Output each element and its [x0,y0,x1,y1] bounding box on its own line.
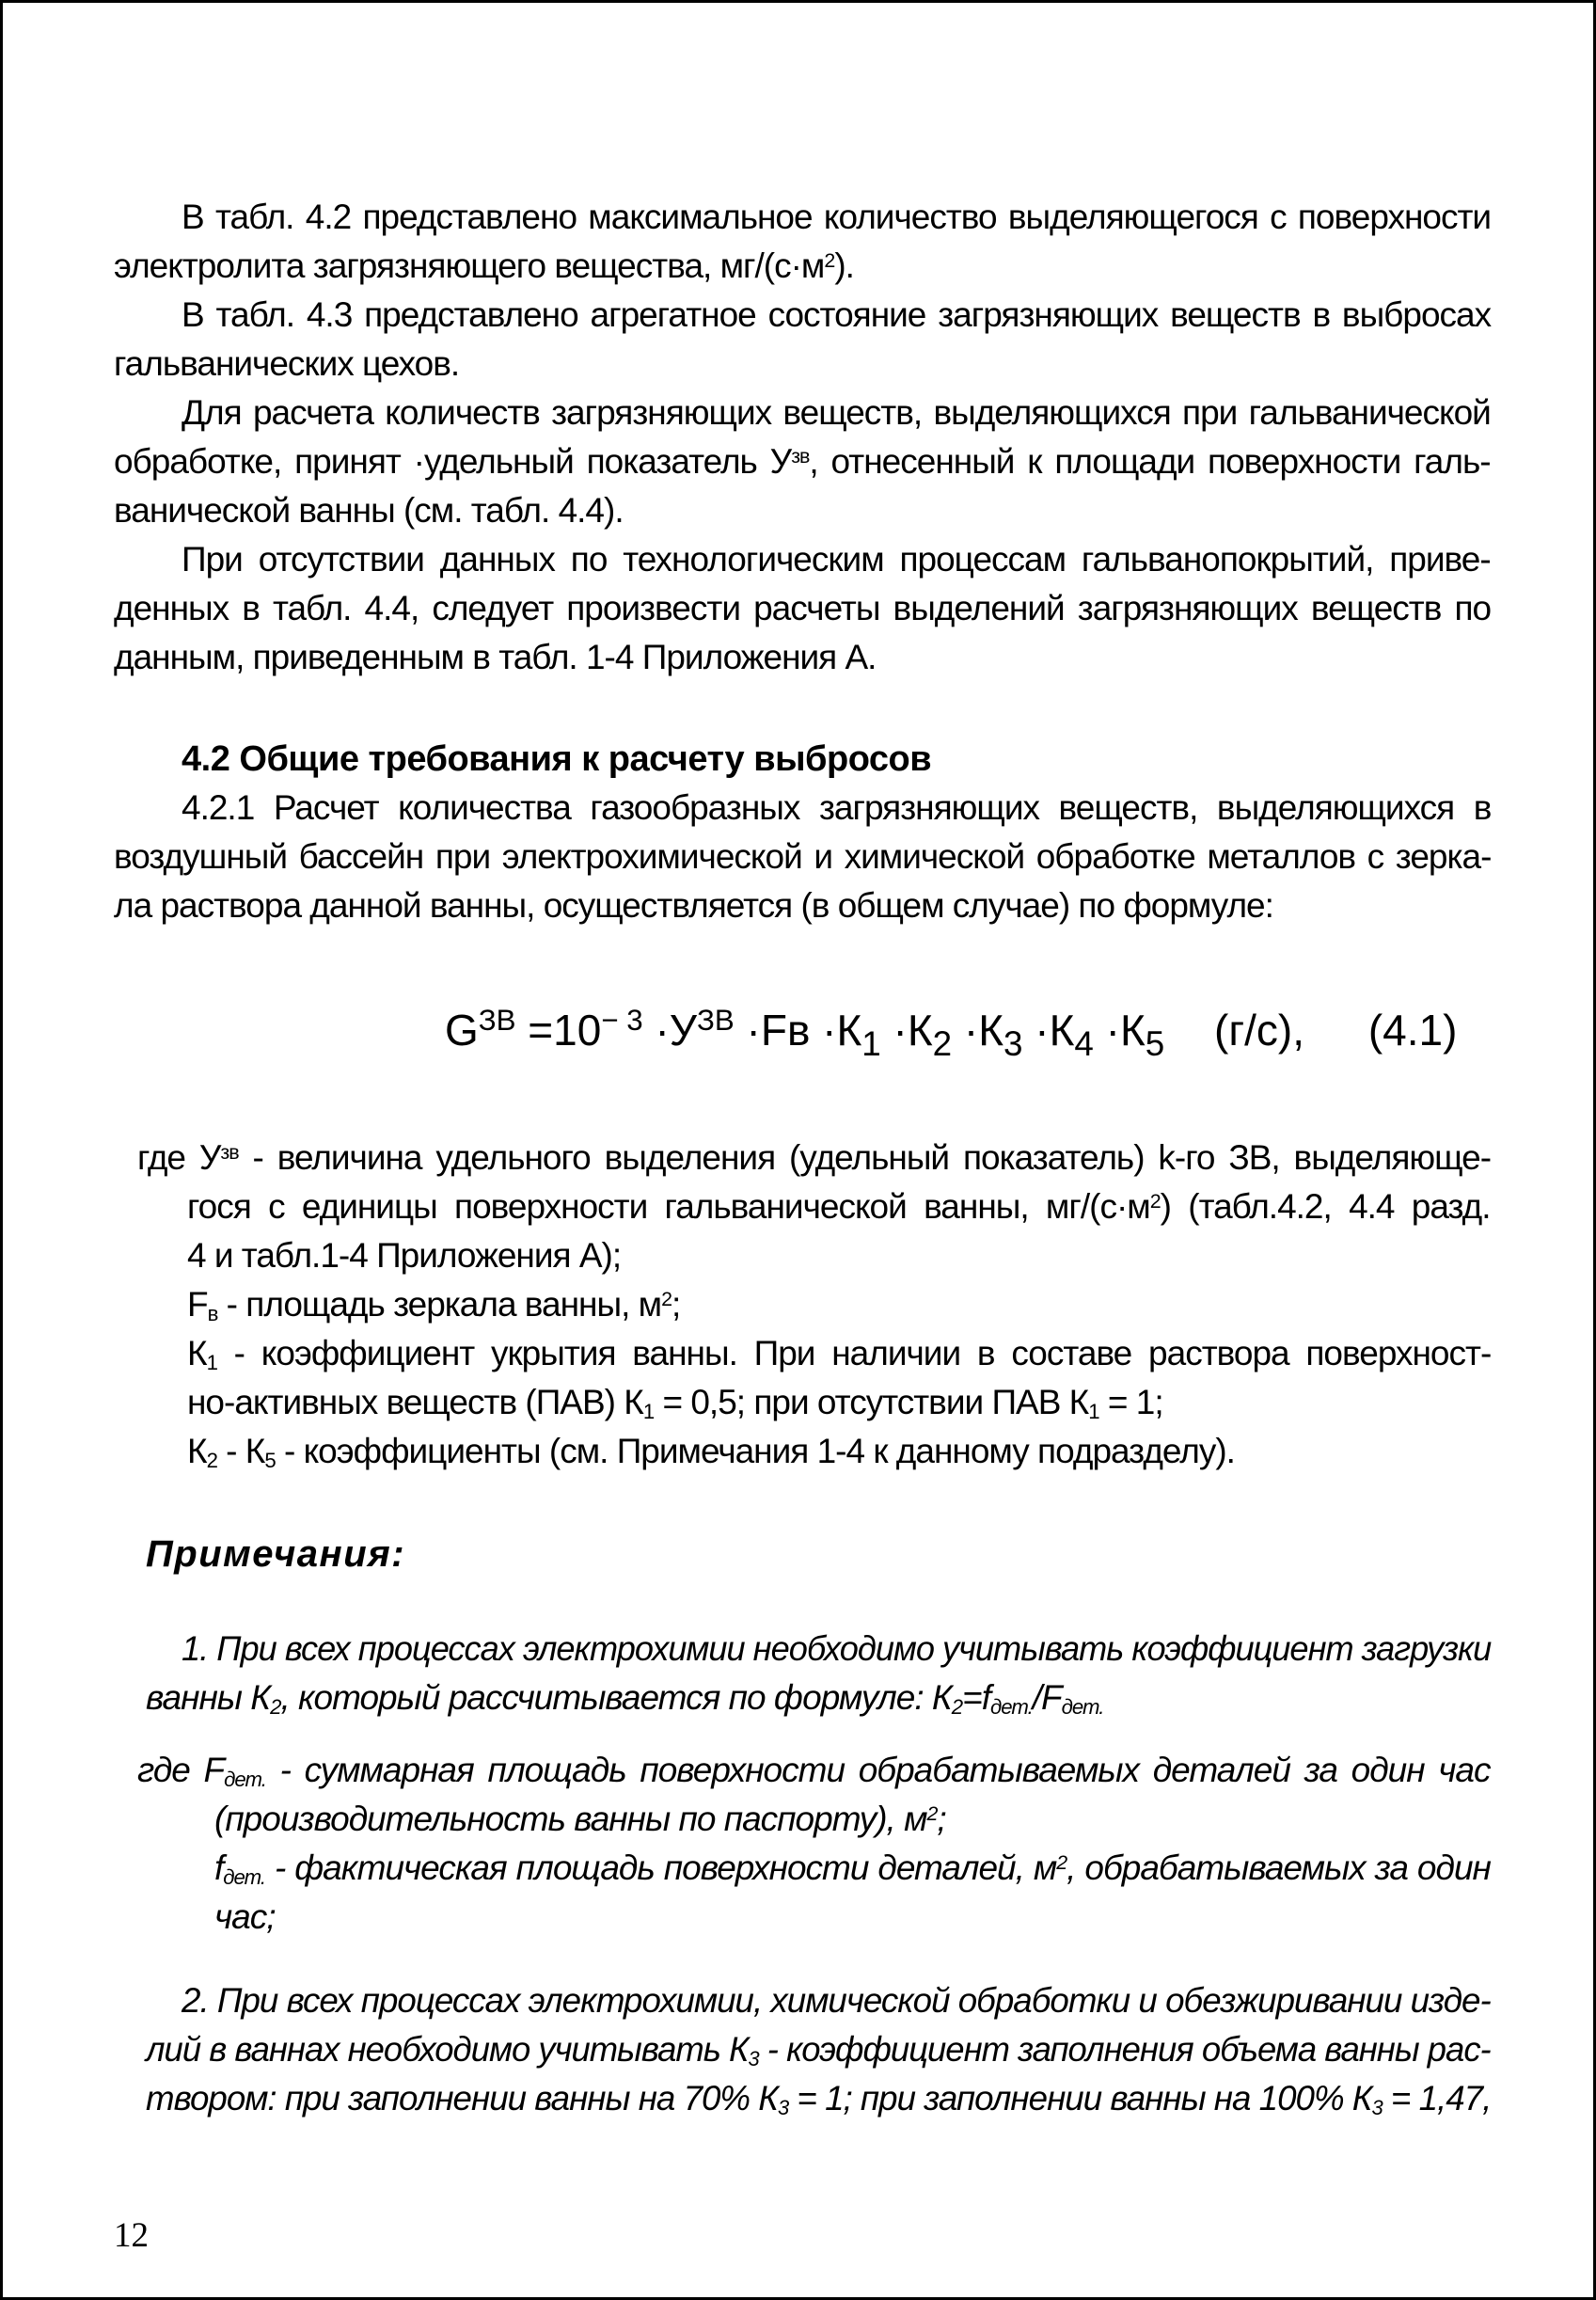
text-line: 4.2.1 Расчет количества газообразных загрязняющих веществ, выделяющихся в [182,788,1492,827]
note-2 [146,1976,1491,2123]
section-heading-4-2: 4.2 Общие требования к расчету выбросов [182,739,932,779]
paragraph-table-4-2 [114,193,1491,291]
text-line: лий в ваннах необходимо учитывать $К_3$ - коэффициент заполнения объема ванны рас- [146,2030,1491,2070]
text-line: ла раствора данной ванны, осуществляется (в общем случае) по формуле: [114,886,1273,925]
text-line: час; [214,1897,276,1936]
formula-number: (4.1) [1367,1006,1458,1055]
paragraph-galvanic-indicator [114,389,1491,535]
text-line: В табл. 4.2 представлено максимальное количество выделяющегося с поверхности [182,198,1492,236]
symbol-definitions-block [114,1134,1491,1476]
text-line: 4 и табл.1-4 Приложения А); [187,1236,622,1275]
text-line: $F_в$ - площадь зеркала ванны, $м^2$; [187,1285,681,1325]
text-line: где $F_{дет.}$ - суммарная площадь поверхности обрабатываемых деталей за один час [137,1751,1491,1791]
page-content [114,3,1491,2123]
text-line: $К_2 - К_5$ - коэффициенты (см. Примечания 1-4 к данному подразделу). [187,1432,1235,1472]
text-line: $f_{дет.}$ - фактическая площадь поверхности деталей, $м^2$, обрабатываемых за один [214,1848,1491,1889]
paragraph-4-2-1 [114,784,1491,930]
text-line: данным, приведенным в табл. 1-4 Приложения А. [114,638,877,676]
note-1 [146,1625,1491,1722]
text-line: обработке, принят ·удельный показатель $У^{зв}$, отнесенный к площади поверхности галь- [114,442,1491,481]
formula-expression: $G^{ЗВ} =10^{- 3} \cdot У^{ЗВ} \cdot Fв \cdot К_1 \cdot К_2 \cdot К_3 \cdot К_4 \cdot К_5$ [445,1004,1165,1064]
text-line: электролита загрязняющего вещества, $мг/(с\cdot м^2)$. [114,246,854,285]
text-line: твором: при заполнении ванны на 70% $К_3 = 1$; при заполнении ванны на 100% $К_3 = 1,47$, [146,2079,1492,2119]
paragraph-missing-data [114,535,1491,682]
paragraph-table-4-3 [114,291,1491,389]
notes-section [114,1625,1491,2123]
note-1-definitions [114,1746,1491,1942]
text-line: гальванических цехов. [114,344,460,383]
formula-4-1 [114,974,1491,1087]
text-line: В табл. 4.3 представлено агрегатное состояние загрязняющих веществ в выбросах [182,295,1492,334]
text-line: Для расчета количеств загрязняющих веществ, выделяющихся при гальванической [182,393,1491,432]
text-line: ванической ванны (см. табл. 4.4). [114,491,624,530]
text-line: денных в табл. 4.4, следует произвести расчеты выделений загрязняющих веществ по [114,589,1492,627]
page-number: 12 [114,2216,149,2255]
text-line: где $У^{зв}$ - величина удельного выделения (удельный показатель) k-го ЗВ, выделяюще- [137,1138,1492,1177]
text-line: воздушный бассейн при электрохимической и химической обработке металлов с зерка- [114,837,1492,876]
text-line: $К_1$ - коэффициент укрытия ванны. При наличии в составе раствора поверхност- [187,1334,1492,1374]
text-line: При отсутствии данных по технологическим процессам гальванопокрытий, приве- [182,540,1491,579]
text-line: гося с единицы поверхности гальванической ванны, $мг/(с\cdot м^2)$ (табл.4.2, 4.4 разд. [187,1187,1491,1226]
formula-units: (г/с), [1214,1006,1305,1055]
notes-heading: Примечания: [146,1533,406,1575]
text-line: 2. При всех процессах электрохимии, химической обработки и обезжиривании изде- [182,1981,1491,2020]
text-line: 1. При всех процессах электрохимии необходимо учитывать коэффициент загрузки [182,1629,1492,1668]
text-line: но-активных веществ (ПАВ) $К_1 = 0,5$; при отсутствии ПАВ $К_1 = 1$; [187,1383,1163,1423]
text-line: (производительность ванны по паспорту), $м^2$; [214,1800,946,1838]
text-line: ванны $К_2$, который рассчитывается по формуле: $К_2=f_{дет.}/F_{дет.}$ [146,1678,1104,1719]
